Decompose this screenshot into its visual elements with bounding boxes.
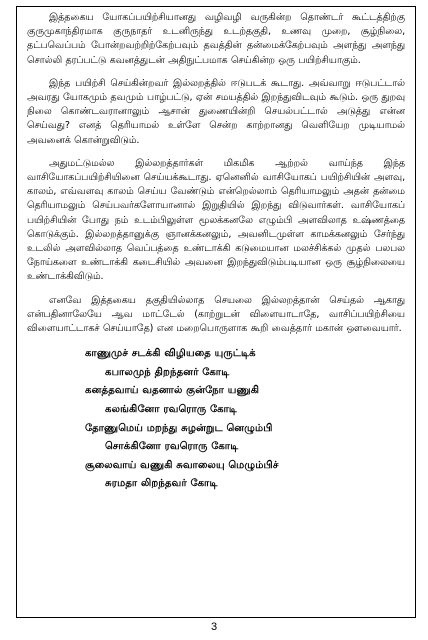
paragraph-2: இந்த பயிற்சி செய்கின்றவர் இல்லறத்தில் ஈடுபடக் கூடாது. அவ்வாறு ஈடுபட்டால் அவரது யோகமும் தவமும் பாழ்பட்டு, ஏன் சமயத்தில் இறந்துவிடவும் கூடும். ஒரு துறவு நிலை கொண்டவரானாலும் ஆசான் துணையின்றி செயல்பட்டால் அடுத்து என்ன செய்வது? எனத் தெரியாமல் உள்ளே சென்ற காற்றானது வெளியேற முடியாமல் அவனைக் கொன்றுவிடும். xyxy=(27,77,405,146)
verse-line-8: சுரமதா லிறந்தவர் கோடி xyxy=(105,478,218,490)
page-number: 3 xyxy=(210,621,218,633)
paragraph-1: இத்தகைய யோகப்பயிற்சியானது வழிவழி வருகின்ற தொண்டர் கூட்டத்திற்கு குருமுகாந்திரமாக குருநாதர் உடனிருந்து உடற்தகுதி, உணவு முறை, சூழ்நிலை, தட்பவெப்பம் போன்றவற்றிற்கேற்பவும் தவத்தின் தன்மைக்கேற்பவும் அளந்து அளந்து சொல்லி தரப்பட்டு கவனத்துடன் அதிநுட்பமாக செய்கின்ற ஒரு பயிற்சியாகும். xyxy=(27,12,405,66)
verse-line-3: கனத்தவாய் வதனால் குன்நோ யணுகி xyxy=(85,385,260,397)
paragraph-4: எனவே இத்தகைய தகுதியில்லாத செயலை இல்லறத்தான் செய்தல் ஆகாது என்பதினாலேயே ஆவ மாட்டேல் (காற்றுடன் விளையாடாதே, வாசிப்பயிற்சியை விளையாட்டாகச் செய்யாதே) என மறைபொருளாக கூறி வைத்தார் மகான் ஔவையார். xyxy=(27,294,405,335)
paragraph-3: அதுமட்டுமல்ல இல்லறத்தார்கள் மிகமிக ஆற்றல் வாய்ந்த இந்த வாசியோகப்பயிற்சியினை செய்யக்கூடாது. ஏனெனில் வாசியோகப் பயிற்சியின் அளவு, காலம், எவ்வளவு காலம் செய்ய வேண்டும் என்றெல்லாம் தெரியாமலும் அதன் தன்மை தெரியாமலும் செய்பவர்களோயானால் இறுதியில் இறந்து விடுவார்கள். வாசியோகப் பயிற்சியின் போது நம் உடம்பிலுள்ள மூலக்கனலே எழும்பி அளவிலாத உஷ்ணத்தை கொடுக்கும். இல்லறத்தானுக்கு ஞானக்கனலும், அவனிடமுள்ள காமக்கனலும் சேர்ந்து உடலில் அளவில்லாத வெப்பத்தை உண்டாக்கி கடுமையான மலச்சிக்கல் முதல் பலபல நோய்களை உண்டாக்கி கடைசியில் அவனை இறந்துவிடும்படியான ஒரு சூழ்நிலையை உண்டாக்கிவிடும். xyxy=(27,157,405,283)
verse-line-1: காணுமுச் சடக்கி விழியதை யுருட்டிக் xyxy=(85,348,256,360)
verse-line-4: கலங்கினோ ரவரொரு கோடி xyxy=(105,404,238,416)
page-frame xyxy=(16,6,416,618)
verse-line-5: தோணுமெய் மறந்து சுழன்றுட னெழும்பி xyxy=(85,422,273,434)
verse-line-2: கபாலமுந் திறந்தனர் கோடி xyxy=(105,366,230,378)
verse-block xyxy=(85,345,405,494)
verse-line-7: சூலைவாய் வணுகி சுவாலையு மெழும்பிச் xyxy=(85,459,279,471)
verse-line-6: சொக்கினோ ரவரொரு கோடி xyxy=(105,441,239,453)
